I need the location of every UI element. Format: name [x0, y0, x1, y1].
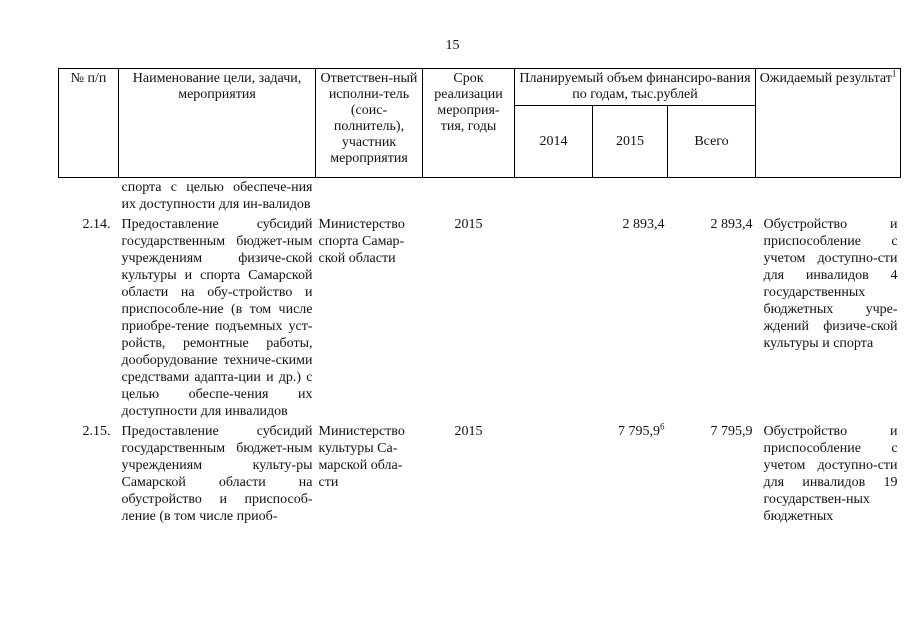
row-2-15-name: Предоставление субсидий государственным бюджет-ным учреждениям культу-ры Самарской области на обустройство и приспособ-ление (в том числе приоб- — [121, 424, 313, 524]
header-funding: Планируемый объем финансиро-вания по годам, тыс.рублей — [515, 69, 756, 106]
row-2-14-2014 — [515, 213, 593, 420]
header-responsible: Ответствен-ный исполни-тель (соис-полнитель), участник мероприятия — [316, 69, 423, 178]
program-table — [58, 68, 901, 525]
header-year-2014: 2014 — [515, 106, 593, 178]
row-2-15-number: 2.15. — [82, 424, 111, 439]
header-result-footnote: 1 — [891, 68, 897, 79]
table-row-continuation — [59, 178, 901, 214]
table-row-2-14 — [59, 213, 901, 420]
header-year-2015: 2015 — [593, 106, 668, 178]
row-continuation-name: спорта с целью обеспече-ния их доступности для ин-валидов — [121, 180, 313, 212]
header-term: Срок реализации мероприя-тия, годы — [423, 69, 515, 178]
row-2-14-name: Предоставление субсидий государственным бюджет-ным учреждениям физиче-ской культуры и спорта Самарской области на обу-стройство и приспособле-ние (в том числе приобре-тение подъемных уст-ройств, ремонтные работы, дооборудование техниче-скими средствами адапта-ции и др.) с целью обеспе-чения их доступности для инвалидов — [121, 217, 313, 419]
header-result — [756, 69, 901, 178]
table-row-2-15 — [59, 420, 901, 525]
row-2-14-number: 2.14. — [82, 217, 111, 232]
header-name: Наименование цели, задачи, мероприятия — [119, 69, 316, 178]
row-2-14-total: 2 893,4 — [710, 217, 753, 232]
row-2-14-result: Обустройство и приспособление с учетом доступно-сти для инвалидов 4 государственных бюджетных учре-ждений физиче-ской культуры и спорта — [763, 217, 898, 351]
row-2-15-term: 2015 — [454, 424, 483, 439]
row-2-14-2015: 2 893,4 — [622, 217, 665, 232]
row-2-15-2015-footnote: 6 — [660, 421, 665, 432]
header-result-label: Ожидаемый результат — [759, 71, 892, 86]
row-2-15-total: 7 795,9 — [710, 424, 753, 439]
page-number: 15 — [445, 38, 460, 53]
row-2-14-responsible: Министерство спорта Самар-ской области — [318, 217, 405, 266]
row-2-15-responsible: Министерство культуры Са-марской обла-сти — [318, 424, 405, 490]
row-2-14-term: 2015 — [454, 217, 483, 232]
row-2-15-2014 — [515, 420, 593, 525]
header-number: № п/п — [59, 69, 119, 178]
row-2-15-2015-value: 7 795,9 — [618, 424, 660, 439]
table-header — [59, 69, 901, 178]
row-2-15-2015 — [593, 420, 668, 525]
header-total: Всего — [668, 106, 756, 178]
row-2-15-result: Обустройство и приспособление с учетом доступно-сти для инвалидов 19 государствен-ных бюджетных — [763, 424, 898, 524]
